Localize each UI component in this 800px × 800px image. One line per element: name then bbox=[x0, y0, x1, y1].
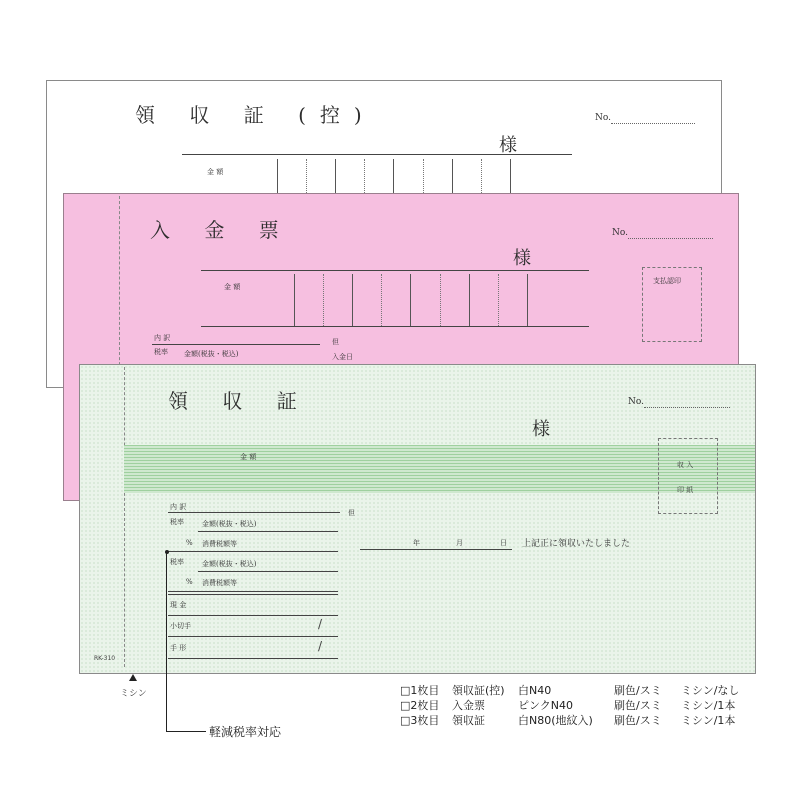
sheet3-title: 領 収 証 bbox=[168, 389, 311, 413]
sheet3-sama: 様 bbox=[532, 419, 550, 440]
row-line bbox=[198, 571, 338, 572]
sheet1-amount-col bbox=[423, 159, 424, 193]
sheet3-no-label: No. bbox=[628, 397, 644, 407]
legend-print: 刷色/スミ bbox=[614, 714, 662, 727]
sheet2-tax-rate-label: 税率 bbox=[154, 348, 168, 356]
sheet1-sama: 様 bbox=[499, 135, 517, 156]
legend-check: □2枚目 bbox=[400, 699, 440, 712]
year-label: 年 bbox=[413, 539, 420, 547]
sheet1-no-line bbox=[611, 123, 695, 124]
legend-perf: ミシン/1本 bbox=[681, 714, 736, 727]
amount-tax-label-1: 金額(税抜・税込) bbox=[202, 520, 257, 528]
perforation-label: ミシン bbox=[120, 689, 147, 699]
sheet1-amount-col bbox=[277, 159, 278, 193]
sheet1-amount-label: 金 額 bbox=[207, 168, 224, 176]
sheet1-amount-col bbox=[393, 159, 394, 193]
sheet2-stamp-label: 支払認印 bbox=[653, 277, 681, 285]
sheet1-no-label: No. bbox=[595, 113, 611, 123]
legend-paper: 白N80(地紋入) bbox=[518, 714, 593, 727]
callout-line-horizontal bbox=[166, 731, 206, 732]
sheet2-title: 入 金 票 bbox=[150, 218, 293, 242]
legend-check: □1枚目 bbox=[400, 684, 440, 697]
sheet2-amount-col bbox=[410, 274, 411, 326]
row-line bbox=[168, 636, 338, 637]
sheet2-amount-col bbox=[469, 274, 470, 326]
sheet2-amount-label: 金 額 bbox=[224, 283, 241, 291]
sheet1-name-line bbox=[182, 154, 572, 155]
sheet3-perforation bbox=[124, 367, 125, 667]
sheet3-amount-label: 金 額 bbox=[240, 453, 257, 461]
legend-name: 領収証(控) bbox=[452, 684, 505, 697]
sheet2-breakdown-label: 内 訳 bbox=[154, 334, 171, 342]
sheet1-amount-col bbox=[306, 159, 307, 193]
sheet2-no-label: No. bbox=[612, 228, 628, 238]
legend-check: □3枚目 bbox=[400, 714, 440, 727]
sheet2-stamp-box bbox=[642, 267, 702, 342]
percent-label-1: % bbox=[186, 539, 193, 547]
consumption-tax-label-2: 消費税額等 bbox=[202, 579, 237, 587]
row-line bbox=[168, 658, 338, 659]
date-line bbox=[360, 549, 512, 550]
consumption-tax-label-1: 消費税額等 bbox=[202, 540, 237, 548]
perforation-marker-icon bbox=[129, 674, 137, 681]
row-line bbox=[168, 551, 338, 552]
reduced-tax-callout: 軽減税率対応 bbox=[209, 725, 282, 739]
sheet3-no-line bbox=[644, 407, 730, 408]
sheet2-amount-baseline bbox=[201, 326, 589, 327]
sheet3-breakdown-line bbox=[168, 512, 340, 513]
legend-paper: ピンクN40 bbox=[518, 699, 574, 712]
callout-line-vertical bbox=[166, 551, 167, 732]
legend-name: 入金票 bbox=[452, 699, 485, 712]
row-line-double bbox=[168, 594, 338, 595]
legend-perf: ミシン/なし bbox=[681, 684, 740, 697]
sheet2-amount-col bbox=[381, 274, 382, 326]
product-code: RK-310 bbox=[94, 655, 116, 662]
sheet1-amount-col bbox=[364, 159, 365, 193]
row-line bbox=[168, 615, 338, 616]
tax-rate-label-1: 税率 bbox=[170, 518, 184, 526]
sheet2-sama: 様 bbox=[513, 248, 531, 269]
revenue-stamp-line1: 収 入 bbox=[677, 461, 694, 469]
cash-label: 現 金 bbox=[170, 601, 187, 609]
sheet1-amount-col bbox=[481, 159, 482, 193]
received-text: 上記正に領収いたしました bbox=[522, 539, 631, 549]
day-label: 日 bbox=[500, 539, 507, 547]
bill-slash: / bbox=[318, 639, 323, 653]
sheet2-amount-col bbox=[527, 274, 528, 326]
legend-name: 領収証 bbox=[452, 714, 485, 727]
check-slash: / bbox=[318, 617, 323, 631]
sheet-3-receipt bbox=[79, 364, 756, 674]
amount-tax-label-2: 金額(税抜・税込) bbox=[202, 560, 257, 568]
sheet2-amount-col bbox=[294, 274, 295, 326]
sheet2-breakdown-line bbox=[152, 344, 320, 345]
sheet2-amount-col bbox=[323, 274, 324, 326]
sheet2-amount-col bbox=[440, 274, 441, 326]
month-label: 月 bbox=[456, 539, 463, 547]
sheet2-amount-col bbox=[352, 274, 353, 326]
sheet2-amount-col bbox=[498, 274, 499, 326]
revenue-stamp-box bbox=[658, 438, 718, 514]
sheet1-amount-col bbox=[335, 159, 336, 193]
percent-label-2: % bbox=[186, 578, 193, 586]
sheet2-date-label: 入金日 bbox=[332, 353, 353, 361]
sheet3-tadashi-label: 但 bbox=[348, 509, 355, 517]
sheet2-amount-tax-label: 金額(税抜・税込) bbox=[184, 350, 239, 358]
bill-label: 手 形 bbox=[170, 644, 187, 652]
row-line bbox=[168, 591, 338, 592]
legend-perf: ミシン/1本 bbox=[681, 699, 736, 712]
tax-rate-label-2: 税率 bbox=[170, 558, 184, 566]
sheet1-title: 領 収 証 (控) bbox=[135, 103, 376, 127]
sheet2-name-line bbox=[201, 270, 589, 271]
sheet1-amount-col bbox=[452, 159, 453, 193]
legend-print: 刷色/スミ bbox=[614, 699, 662, 712]
sheet1-amount-col bbox=[510, 159, 511, 193]
legend-print: 刷色/スミ bbox=[614, 684, 662, 697]
sheet2-no-line bbox=[628, 238, 713, 239]
revenue-stamp-line2: 印 紙 bbox=[677, 486, 694, 494]
sheet2-tadashi-label: 但 bbox=[332, 338, 339, 346]
sheet3-breakdown-label: 内 訳 bbox=[170, 503, 187, 511]
row-line bbox=[198, 531, 338, 532]
check-label: 小切手 bbox=[170, 622, 191, 630]
legend-paper: 白N40 bbox=[518, 684, 552, 697]
